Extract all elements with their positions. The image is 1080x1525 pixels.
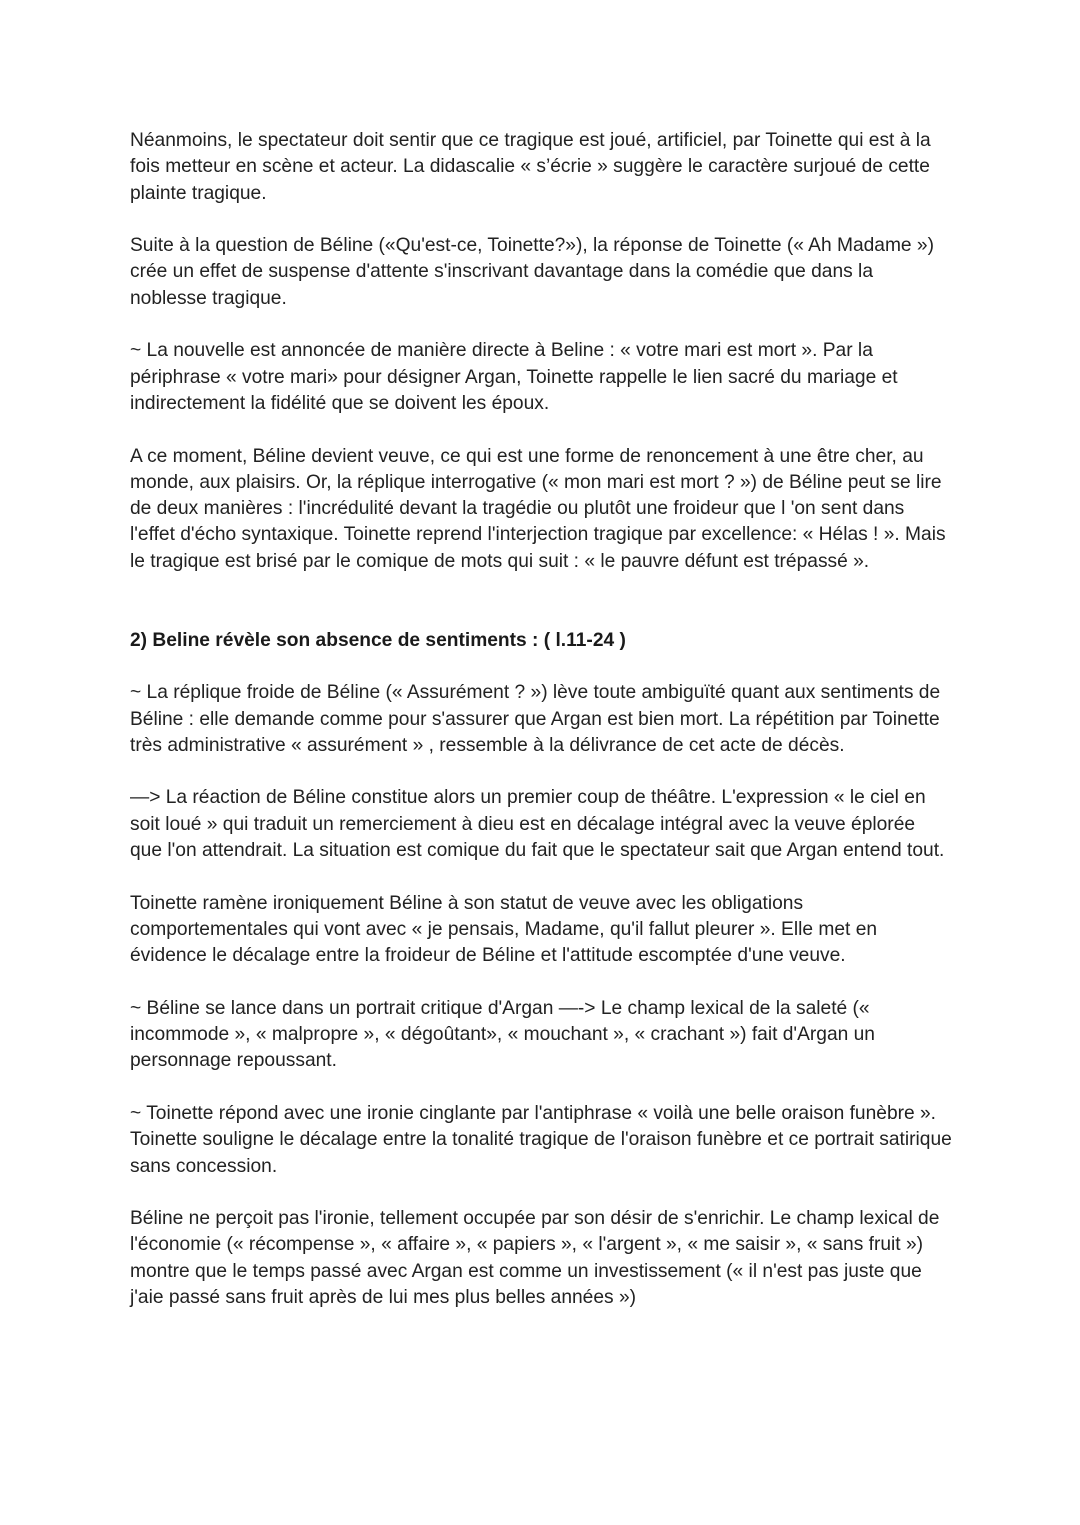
paragraph-nouvelle-annoncee: ~ La nouvelle est annoncée de manière directe à Beline : « votre mari est mort ». Par la périphrase « votre mari» pour désigner Argan, Toinette rappelle le lien sacré du mariage et indirectement la fidélité que se doivent les époux. — [130, 340, 898, 414]
paragraph-tragique-joue: Néanmoins, le spectateur doit sentir que ce tragique est joué, artificiel, par Toinette qui est à la fois metteur en scène et acteur. La didascalie « s’écrie » suggère le caractère surjoué de cette plainte tragique. — [130, 130, 931, 204]
paragraph-ironie-cinglante: ~ Toinette répond avec une ironie cinglante par l'antiphrase « voilà une belle oraison funèbre ». Toinette souligne le décalage entre la tonalité tragique de l'oraison funèbre et ce portrait satirique sans concession. — [130, 1102, 952, 1177]
paragraph-champ-economie: Béline ne perçoit pas l'ironie, tellement occupée par son désir de s'enrichir. Le champ lexical de l'économie (« récompense », « affaire », « papiers », « l'argent », « me saisir », « sans fruit ») montre que le temps passé avec Argan est comme un investissement (« il n'est pas juste que j'aie passé sans fruit après de lui mes plus belles années ») — [130, 1208, 940, 1309]
paragraph-beline-veuve: A ce moment, Béline devient veuve, ce qui est une forme de renoncement à une être cher, au monde, aux plaisirs. Or, la réplique interrogative (« mon mari est mort ? ») de Béline peut se lire de deux manières : l'incrédulité devant la tragédie ou plutôt une froideur que l 'on sent dans l'effet d'écho syntaxique. Toinette reprend l'interjection tragique par excellence: « Hélas ! ». Mais le tragique est brisé par le comique de mots qui suit : « le pauvre défunt est trépassé ». — [130, 445, 946, 572]
document-page — [130, 128, 952, 1338]
paragraph-coup-de-theatre: —> La réaction de Béline constitue alors un premier coup de théâtre. L'expression « le ciel en soit loué » qui traduit un remerciement à dieu est en décalage intégral avec la veuve éplorée que l'on attendrait. La situation est comique du fait que le spectateur sait que Argan entend tout. — [130, 787, 945, 862]
paragraph-question-beline: Suite à la question de Béline («Qu'est-ce, Toinette?»), la réponse de Toinette (« Ah Madame ») crée un effet de suspense d'attente s'inscrivant davantage dans la comédie que dans la noblesse tragique. — [130, 235, 934, 309]
paragraph-statut-veuve: Toinette ramène ironiquement Béline à son statut de veuve avec les obligations comportementales qui vont avec « je pensais, Madame, qu'il fallut pleurer ». Elle met en évidence le décalage entre la froideur de Béline et l'attitude escomptée d'une veuve. — [130, 892, 878, 967]
paragraph-replique-froide: ~ La réplique froide de Béline (« Assurément ? ») lève toute ambiguïté quant aux sentiments de Béline : elle demande comme pour s'assurer que Argan est bien mort. La répétition par Toinette très administrative « assurément » , ressemble à la délivrance de cet acte de décès. — [130, 682, 941, 756]
paragraph-portrait-critique: ~ Béline se lance dans un portrait critique d'Argan —-> Le champ lexical de la saleté (« incommode », « malpropre », « dégoûtant», « mouchant », « crachant ») fait d'Argan un personnage repoussant. — [130, 997, 875, 1072]
section-heading: 2) Beline révèle son absence de sentiments : ( l.11-24 ) — [130, 629, 626, 651]
